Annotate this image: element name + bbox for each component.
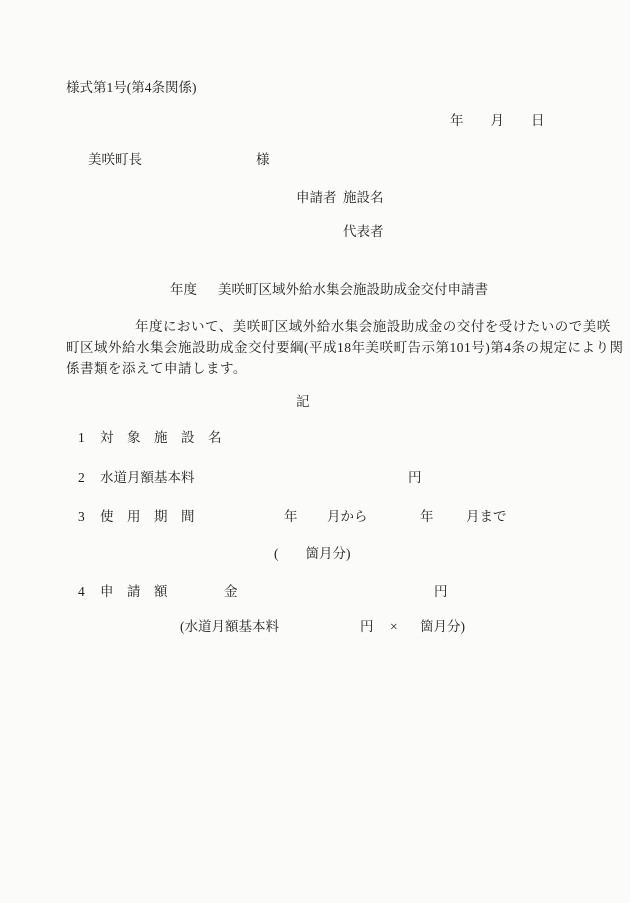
item-3-month-from: 月から [327,509,368,524]
record-mark: 記 [296,394,310,409]
item-3-month-to: 月まで [466,509,507,524]
addressee-name: 美咲町長 [88,152,142,167]
item-row-2 [0,471,630,489]
item-2-unit-yen: 円 [408,470,422,485]
item-4-sub-label: (水道月額基本料 [180,619,279,634]
multiply-sign: × [390,619,398,634]
item-3-year-from: 年 [284,509,298,524]
item-3-label: 使 用 期 間 [100,509,195,524]
body-paragraph-line-1: 年度において、美咲町区域外給水集会施設助成金の交付を受けたいので美咲 [135,319,611,334]
body-paragraph-line-2: 町区域外給水集会施設助成金交付要綱(平成18年美咲町告示第101号)第4条の規定により関 [66,340,624,355]
item-3-number: 3 [78,509,85,524]
facility-name-label: 施設名 [343,190,384,205]
item-4-sub-months-close: 箇月分) [420,619,465,634]
document-title-row [0,283,630,301]
form-number: 様式第1号(第4条関係) [66,80,197,95]
title-year-prefix: 年度 [170,282,197,297]
document-title: 美咲町区域外給水集会施設助成金交付申請書 [218,282,488,297]
representative-label: 代表者 [343,224,384,239]
item-4-label: 申 請 額 [100,584,168,599]
addressee-row [0,153,630,171]
applicant-row [0,191,630,209]
item-3-months-sub-line: ( 箇月分) [274,546,351,561]
item-4-unit-yen: 円 [434,584,448,599]
item-row-3 [0,510,630,528]
item-2-label: 水道月額基本料 [100,470,195,485]
body-paragraph-line-3: 係書類を添えて申請します。 [66,361,247,376]
item-4-number: 4 [78,584,85,599]
item-row-1 [0,431,630,449]
applicant-label: 申請者 [296,190,337,205]
date-blank-line: 年 月 日 [450,113,545,128]
item-1-number: 1 [78,430,85,445]
item-4-calculation-sub-row [0,620,630,638]
item-1-label: 対 象 施 設 名 [100,430,222,445]
representative-row [0,225,630,243]
item-3-year-to: 年 [420,509,434,524]
item-2-number: 2 [78,470,85,485]
item-4-currency-prefix: 金 [224,584,238,599]
item-4-sub-unit-yen: 円 [360,619,374,634]
item-row-4 [0,585,630,603]
addressee-honorific: 様 [256,152,270,167]
